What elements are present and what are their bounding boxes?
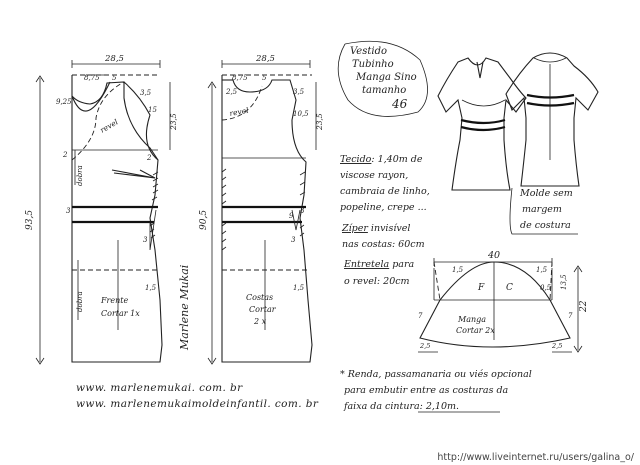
- back-width-label: 28,5: [256, 54, 275, 64]
- trim-note: [340, 369, 532, 412]
- interfacing-text: para: [389, 259, 415, 270]
- back-armhole-depth: 23,5: [315, 113, 324, 130]
- back-dart-depth: 9: [289, 212, 294, 220]
- sleeve-right-drop: 1,5: [536, 266, 548, 274]
- website-url-2[interactable]: www. marlenemukaimoldeinfantil. com. br: [76, 398, 319, 410]
- front-shoulder-slope: 3,5: [140, 89, 152, 97]
- front-fold-top: dobra: [76, 165, 84, 186]
- title-line1: Vestido: [350, 46, 387, 57]
- zipper-line2: nas costas: 60cm: [342, 239, 425, 250]
- front-revel-label: revel: [98, 117, 120, 135]
- front-fold-bottom: dobra: [76, 291, 84, 312]
- front-armhole-depth: 23,5: [169, 113, 178, 130]
- sleeve-left-drop: 1,5: [452, 266, 464, 274]
- materials-fabric: [340, 154, 423, 165]
- sleeve-hem-left: 7: [418, 312, 423, 320]
- front-total-length: 93,5: [25, 209, 35, 230]
- title-line4: tamanho: [362, 85, 407, 96]
- fabric-line4: popeline, crepe ...: [340, 202, 427, 213]
- sleeve-cap-front: F: [478, 283, 485, 293]
- front-hem-ease: 1,5: [145, 284, 157, 292]
- back-labels: [199, 54, 324, 326]
- note-line3: faixa da cintura: 2,10m.: [344, 401, 460, 412]
- fabric-line3: cambraia de linho,: [340, 186, 430, 197]
- front-shoulder-offset: 8,75: [84, 74, 100, 82]
- sleeve-height: 22: [579, 300, 589, 312]
- seam-note: [510, 188, 578, 234]
- materials-interfacing: [343, 259, 414, 270]
- sleeve-label-line2: Cortar 2x: [456, 326, 495, 335]
- front-cut-line2: Cortar 1x: [101, 309, 140, 318]
- front-waist-drop: 3: [66, 207, 71, 215]
- seam-note-line3: de costura: [520, 220, 571, 231]
- sleeve-hem-left-ext: 2,5: [420, 342, 431, 350]
- seam-note-line2: margem: [522, 204, 562, 215]
- fabric-text: : 1,40m de: [371, 154, 423, 165]
- sleeve-width: 40: [488, 250, 501, 261]
- back-hem-ease: 1,5: [293, 284, 305, 292]
- seam-note-line1: Molde sem: [520, 188, 573, 199]
- front-width-label: 28,5: [105, 54, 124, 64]
- back-hip-ease: 3: [291, 236, 296, 244]
- back-shoulder-offset: 8,75: [232, 74, 248, 82]
- back-cut-line2: Cortar: [249, 305, 276, 314]
- back-total-length: 90,5: [199, 209, 209, 230]
- website-url-1[interactable]: www. marlenemukai. com. br: [76, 382, 243, 394]
- materials-block: [340, 154, 430, 287]
- front-neck-drop: 9,25: [56, 98, 72, 106]
- front-dart-depth: 15: [148, 106, 157, 114]
- note-line2: para embutir entre as costuras da: [344, 385, 509, 396]
- sleeve-hem-right-ext: 2,5: [552, 342, 563, 350]
- back-neck-drop: 2,5: [226, 88, 238, 96]
- back-revel-label: revel: [228, 105, 250, 118]
- title-size: 46: [392, 97, 408, 111]
- materials-zipper: [341, 223, 410, 234]
- sleeve-hem-right: 7: [568, 312, 573, 320]
- front-dart-width: 2: [147, 154, 152, 162]
- interfacing-label: Entretela: [344, 259, 390, 270]
- sleeve-pattern-piece: [418, 258, 582, 352]
- fabric-line2: viscose rayon,: [340, 170, 409, 181]
- interfacing-line2: o revel: 20cm: [344, 276, 410, 287]
- title-block: [338, 41, 427, 116]
- back-neck-width: 5: [262, 74, 267, 82]
- front-cut-line1: Frente: [101, 296, 129, 305]
- sleeve-cap-back: C: [506, 283, 513, 293]
- dress-back-illustration: [506, 53, 598, 186]
- fabric-label: Tecido: [340, 154, 372, 165]
- sleeve-ease-right: 0,5: [540, 284, 552, 292]
- note-line1: * Renda, passamanaria ou viés opcional: [340, 369, 532, 380]
- title-line2: Tubinho: [352, 59, 394, 70]
- signature: Marlene Mukai: [178, 264, 191, 350]
- back-armhole-side: 10,5: [293, 110, 309, 118]
- back-waist-drop: 3: [300, 207, 305, 215]
- front-bust-dart: 2: [63, 151, 68, 159]
- title-line3: Manga Sino: [356, 72, 417, 83]
- sleeve-right-width: 13,5: [560, 274, 568, 290]
- dress-front-illustration: [438, 58, 526, 190]
- front-hip-ease: 3: [143, 236, 148, 244]
- sleeve-label-line1: Manga: [458, 315, 487, 324]
- back-cut-line3: 2 x: [254, 317, 267, 326]
- back-shoulder-slope: 3,5: [293, 88, 305, 96]
- front-neck-width: 5: [112, 74, 117, 82]
- back-cut-line1: Costas: [246, 293, 274, 302]
- zipper-label: Zíper: [342, 223, 368, 234]
- zipper-text: invisível: [367, 223, 411, 234]
- watermark: http://www.liveinternet.ru/users/galina_o/: [437, 452, 634, 463]
